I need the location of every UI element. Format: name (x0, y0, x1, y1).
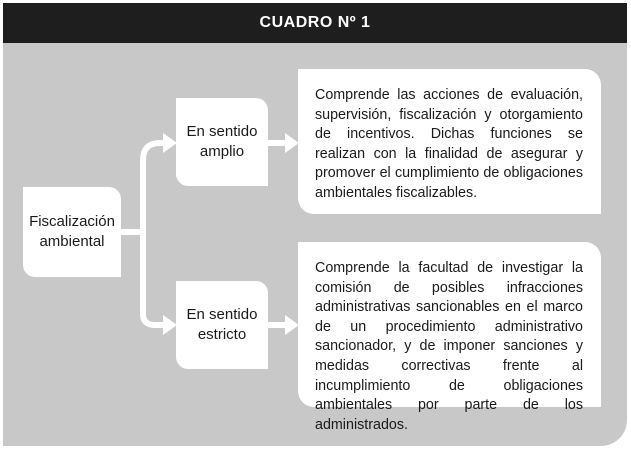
node-fiscalizacion-ambiental: Fiscalización ambiental (23, 187, 121, 277)
diagram-title: CUADRO Nº 1 (3, 3, 627, 43)
node-sentido-estricto: En sentido estricto (176, 281, 268, 369)
node-sentido-amplio: En sentido amplio (176, 98, 268, 186)
description-sentido-amplio: Comprende las acciones de evaluación, supervisión, fiscalización y otorgamiento de incentivos. Dichas funciones se realizan con la finalidad de asegurar y promover el cumplimiento de obligaciones ambientales fiscalizables. (298, 69, 601, 214)
description-sentido-estricto: Comprende la facultad de investigar la comisión de posibles infracciones administrativas sancionables en el marco de un procedimiento administrativo sancionador, y de imponer sanciones y medidas correctivas frente al incumplimiento de obligaciones ambientales por parte de los administrados. (298, 242, 601, 407)
